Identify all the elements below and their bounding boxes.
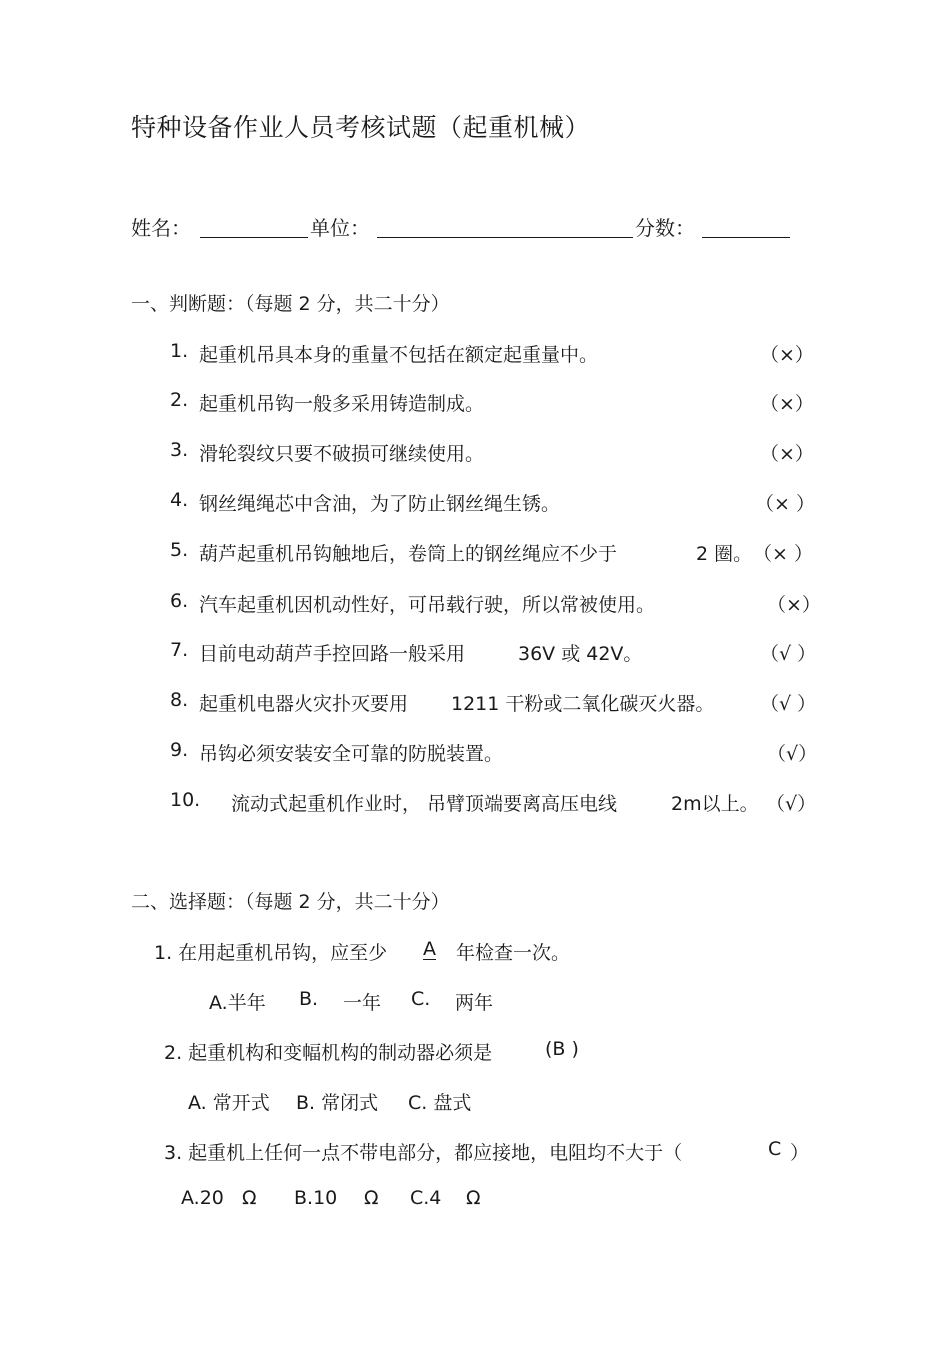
ohm-symbol: Ω [242, 1187, 257, 1209]
mc-question-1-stem-end: 年检查一次。 [456, 942, 571, 964]
answer-mark: （×） [767, 594, 821, 616]
question-text: 滑轮裂纹只要不破损可继续使用。 [199, 443, 485, 465]
mc-question-1-answer: A [423, 938, 436, 960]
answer-mark: （×） [760, 393, 814, 415]
mc-option: B. [299, 988, 319, 1010]
answer-mark: （×） [760, 344, 814, 366]
name-blank [200, 237, 308, 238]
answer-mark: （√ ） [760, 693, 817, 715]
question-number: 5. [170, 539, 189, 561]
question-number: 9. [170, 739, 189, 761]
unit-blank [377, 237, 633, 238]
mc-option: 一年 [343, 992, 382, 1014]
answer-mark: （√） [767, 743, 818, 765]
mc-option: A.半年 [209, 992, 266, 1014]
mc-option: B. 常闭式 [296, 1092, 379, 1114]
mc-option: C. [411, 988, 431, 1010]
mc-option: C. 盘式 [408, 1092, 472, 1114]
question-text: 钢丝绳绳芯中含油，为了防止钢丝绳生锈。 [199, 493, 561, 515]
info-row [131, 212, 811, 242]
question-text-extra: 1211 干粉或二氧化碳灭火器。 [451, 693, 715, 715]
mc-question-3-stem-end: ） [790, 1142, 810, 1164]
question-number: 2. [170, 389, 189, 411]
page-title: 特种设备作业人员考核试题（起重机械） [131, 113, 591, 142]
ohm-symbol: Ω [364, 1187, 379, 1209]
section-2-heading: 二、选择题：（每题 2 分，共二十分） [131, 891, 450, 913]
mc-question-3-stem: 3. 起重机上任何一点不带电部分，都应接地，电阻均不大于（ [164, 1142, 683, 1164]
score-blank [702, 237, 790, 238]
question-number: 7. [170, 639, 189, 661]
mc-question-1-stem: 1. 在用起重机吊钩，应至少 [154, 942, 388, 964]
question-text: 起重机电器火灾扑灭要用 [199, 693, 409, 715]
question-text-extra: 2 圈。 [696, 543, 753, 565]
question-text: 起重机吊具本身的重量不包括在额定起重量中。 [199, 344, 599, 366]
question-number: 8. [170, 689, 189, 711]
question-number: 3. [170, 439, 189, 461]
question-text: 起重机吊钩一般多采用铸造制成。 [199, 393, 485, 415]
score-label: 分数： [635, 216, 695, 240]
mc-option: B.10 [294, 1187, 338, 1209]
question-text: 目前电动葫芦手控回路一般采用 [199, 643, 466, 665]
question-number: 6. [170, 590, 189, 612]
mc-option: 两年 [455, 992, 494, 1014]
mc-option: C.4 [410, 1187, 442, 1209]
answer-mark: （× ） [755, 493, 815, 515]
answer-mark: （√） [766, 793, 817, 815]
unit-label: 单位： [310, 216, 370, 240]
name-label: 姓名： [131, 216, 191, 240]
question-text-extra: 2m以上。 [671, 793, 759, 815]
question-text: 汽车起重机因机动性好，可吊载行驶，所以常被使用。 [199, 594, 656, 616]
answer-mark: （√ ） [760, 643, 817, 665]
section-1-heading: 一、判断题：（每题 2 分，共二十分） [131, 293, 450, 315]
question-text: 吊钩必须安装安全可靠的防脱装置。 [199, 743, 504, 765]
answer-mark: （× ） [753, 543, 813, 565]
mc-question-2-stem: 2. 起重机构和变幅机构的制动器必须是 [164, 1042, 493, 1064]
mc-question-2-answer: (B ) [545, 1038, 579, 1060]
ohm-symbol: Ω [466, 1187, 481, 1209]
question-number: 4. [170, 489, 189, 511]
question-number: 10. [170, 789, 201, 811]
question-number: 1. [170, 340, 189, 362]
question-text: 流动式起重机作业时， 吊臂顶端要离高压电线 [231, 793, 618, 815]
answer-mark: （×） [760, 443, 814, 465]
mc-option: A.20 [181, 1187, 224, 1209]
mc-question-3-answer: C [768, 1138, 782, 1160]
question-text: 葫芦起重机吊钩触地后，卷筒上的钢丝绳应不少于 [199, 543, 618, 565]
question-text-extra: 36V 或 42V。 [518, 643, 643, 665]
mc-option: A. 常开式 [188, 1092, 270, 1114]
